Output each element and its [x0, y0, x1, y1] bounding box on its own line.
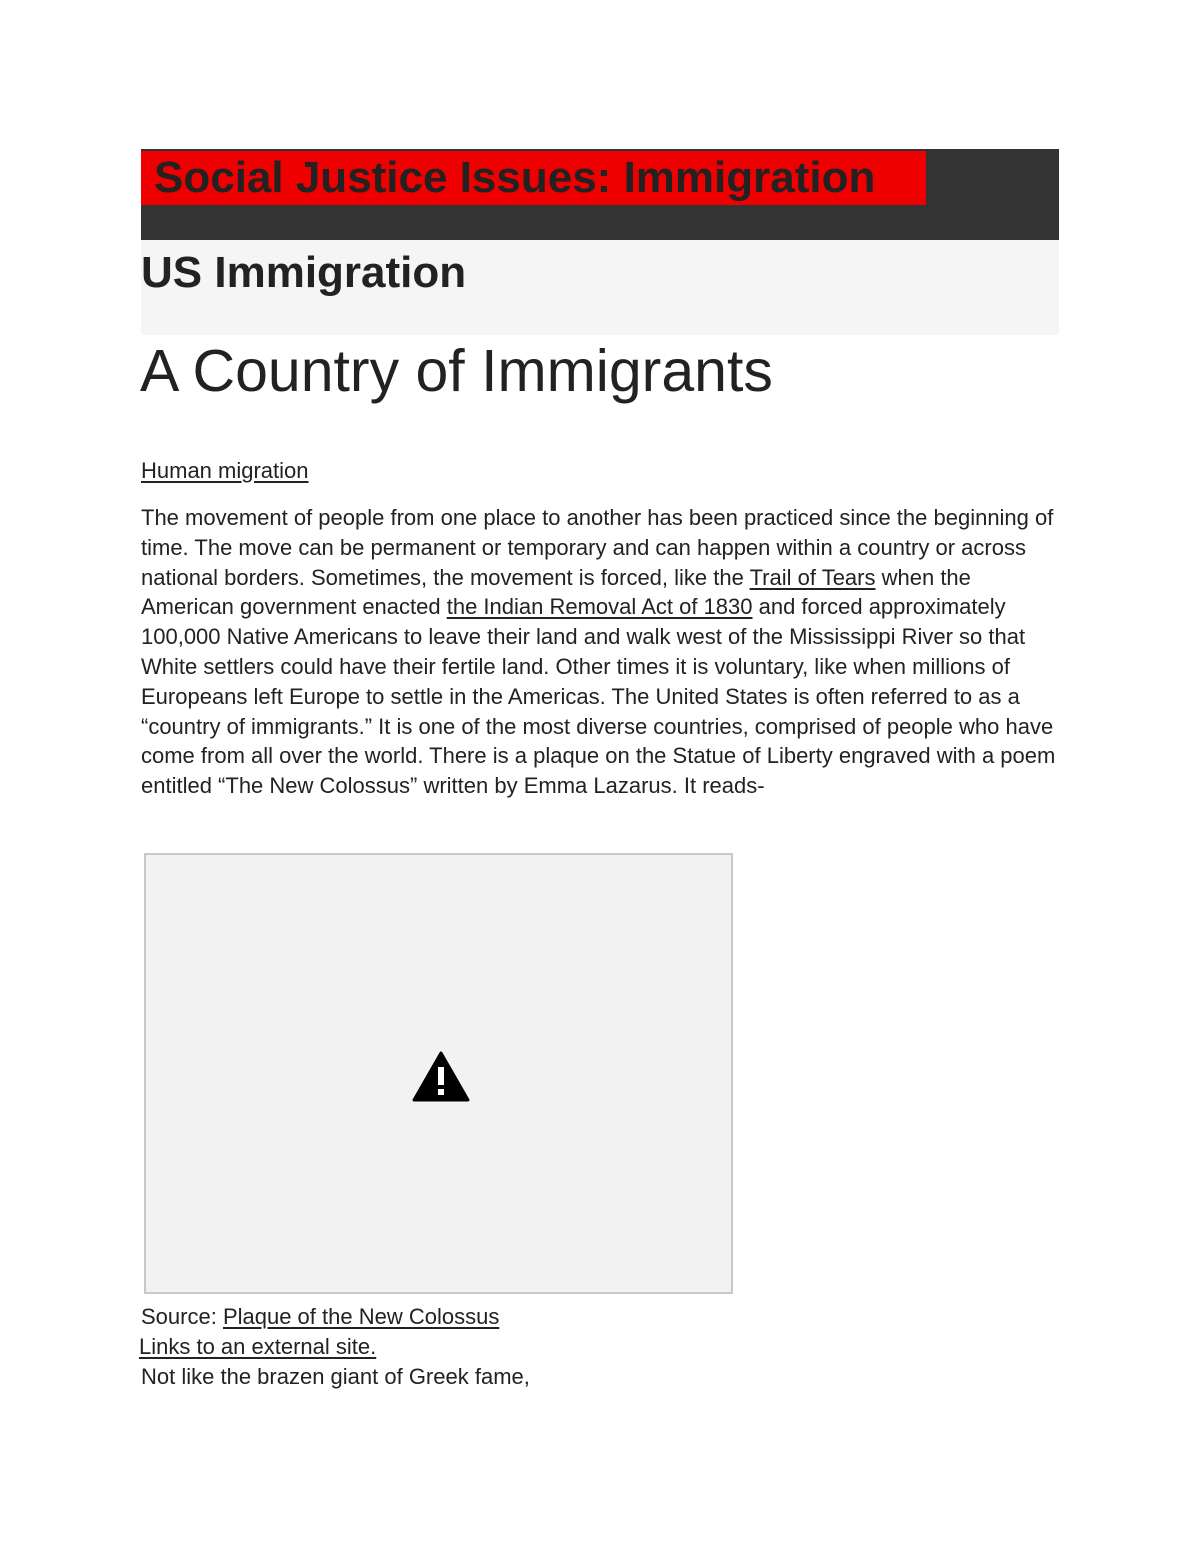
subheader	[141, 240, 1059, 335]
human-migration-link[interactable]: Human migration	[141, 458, 309, 483]
poem-line: Not like the brazen giant of Greek fame,	[141, 1364, 530, 1389]
body-paragraph	[141, 503, 1066, 801]
page-heading: A Country of Immigrants	[140, 338, 773, 404]
broken-image-placeholder	[144, 853, 733, 1294]
page-banner	[141, 149, 1059, 240]
source-prefix: Source:	[141, 1304, 223, 1329]
external-site-link[interactable]: Links to an external site.	[139, 1334, 377, 1359]
plaque-source-link[interactable]: Plaque of the New Colossus	[222, 1304, 500, 1329]
banner-title: Social Justice Issues: Immigration	[141, 151, 926, 205]
indian-removal-act-link[interactable]: the Indian Removal Act of 1830	[446, 594, 753, 620]
subheader-title: US Immigration	[141, 248, 467, 297]
warning-icon	[412, 1051, 470, 1103]
paragraph-text-part2: when the American government enacted	[141, 564, 971, 620]
image-source	[141, 1303, 499, 1331]
paragraph-text-part1: The movement of people from one place to another has been practiced since the beginning of time. The move can be permanent or temporary and can happen within a country or across national borders. Sometimes, the movement is forced, like the	[141, 505, 1054, 590]
trail-of-tears-link[interactable]: Trail of Tears	[749, 564, 876, 590]
paragraph-text-part3: and forced approximately 100,000 Native Americans to leave their land and walk west of the Mississippi River so that White settlers could have their fertile land. Other times it is voluntary, like when millions of Europeans left Europe to settle in the Americas. The United States is often referred to as a “country of immigrants.” It is one of the most diverse countries, comprised of people who have come from all over the world. There is a plaque on the Statue of Liberty engraved with a poem entitled “The New Colossus” written by Emma Lazarus. It reads-	[141, 594, 1056, 799]
